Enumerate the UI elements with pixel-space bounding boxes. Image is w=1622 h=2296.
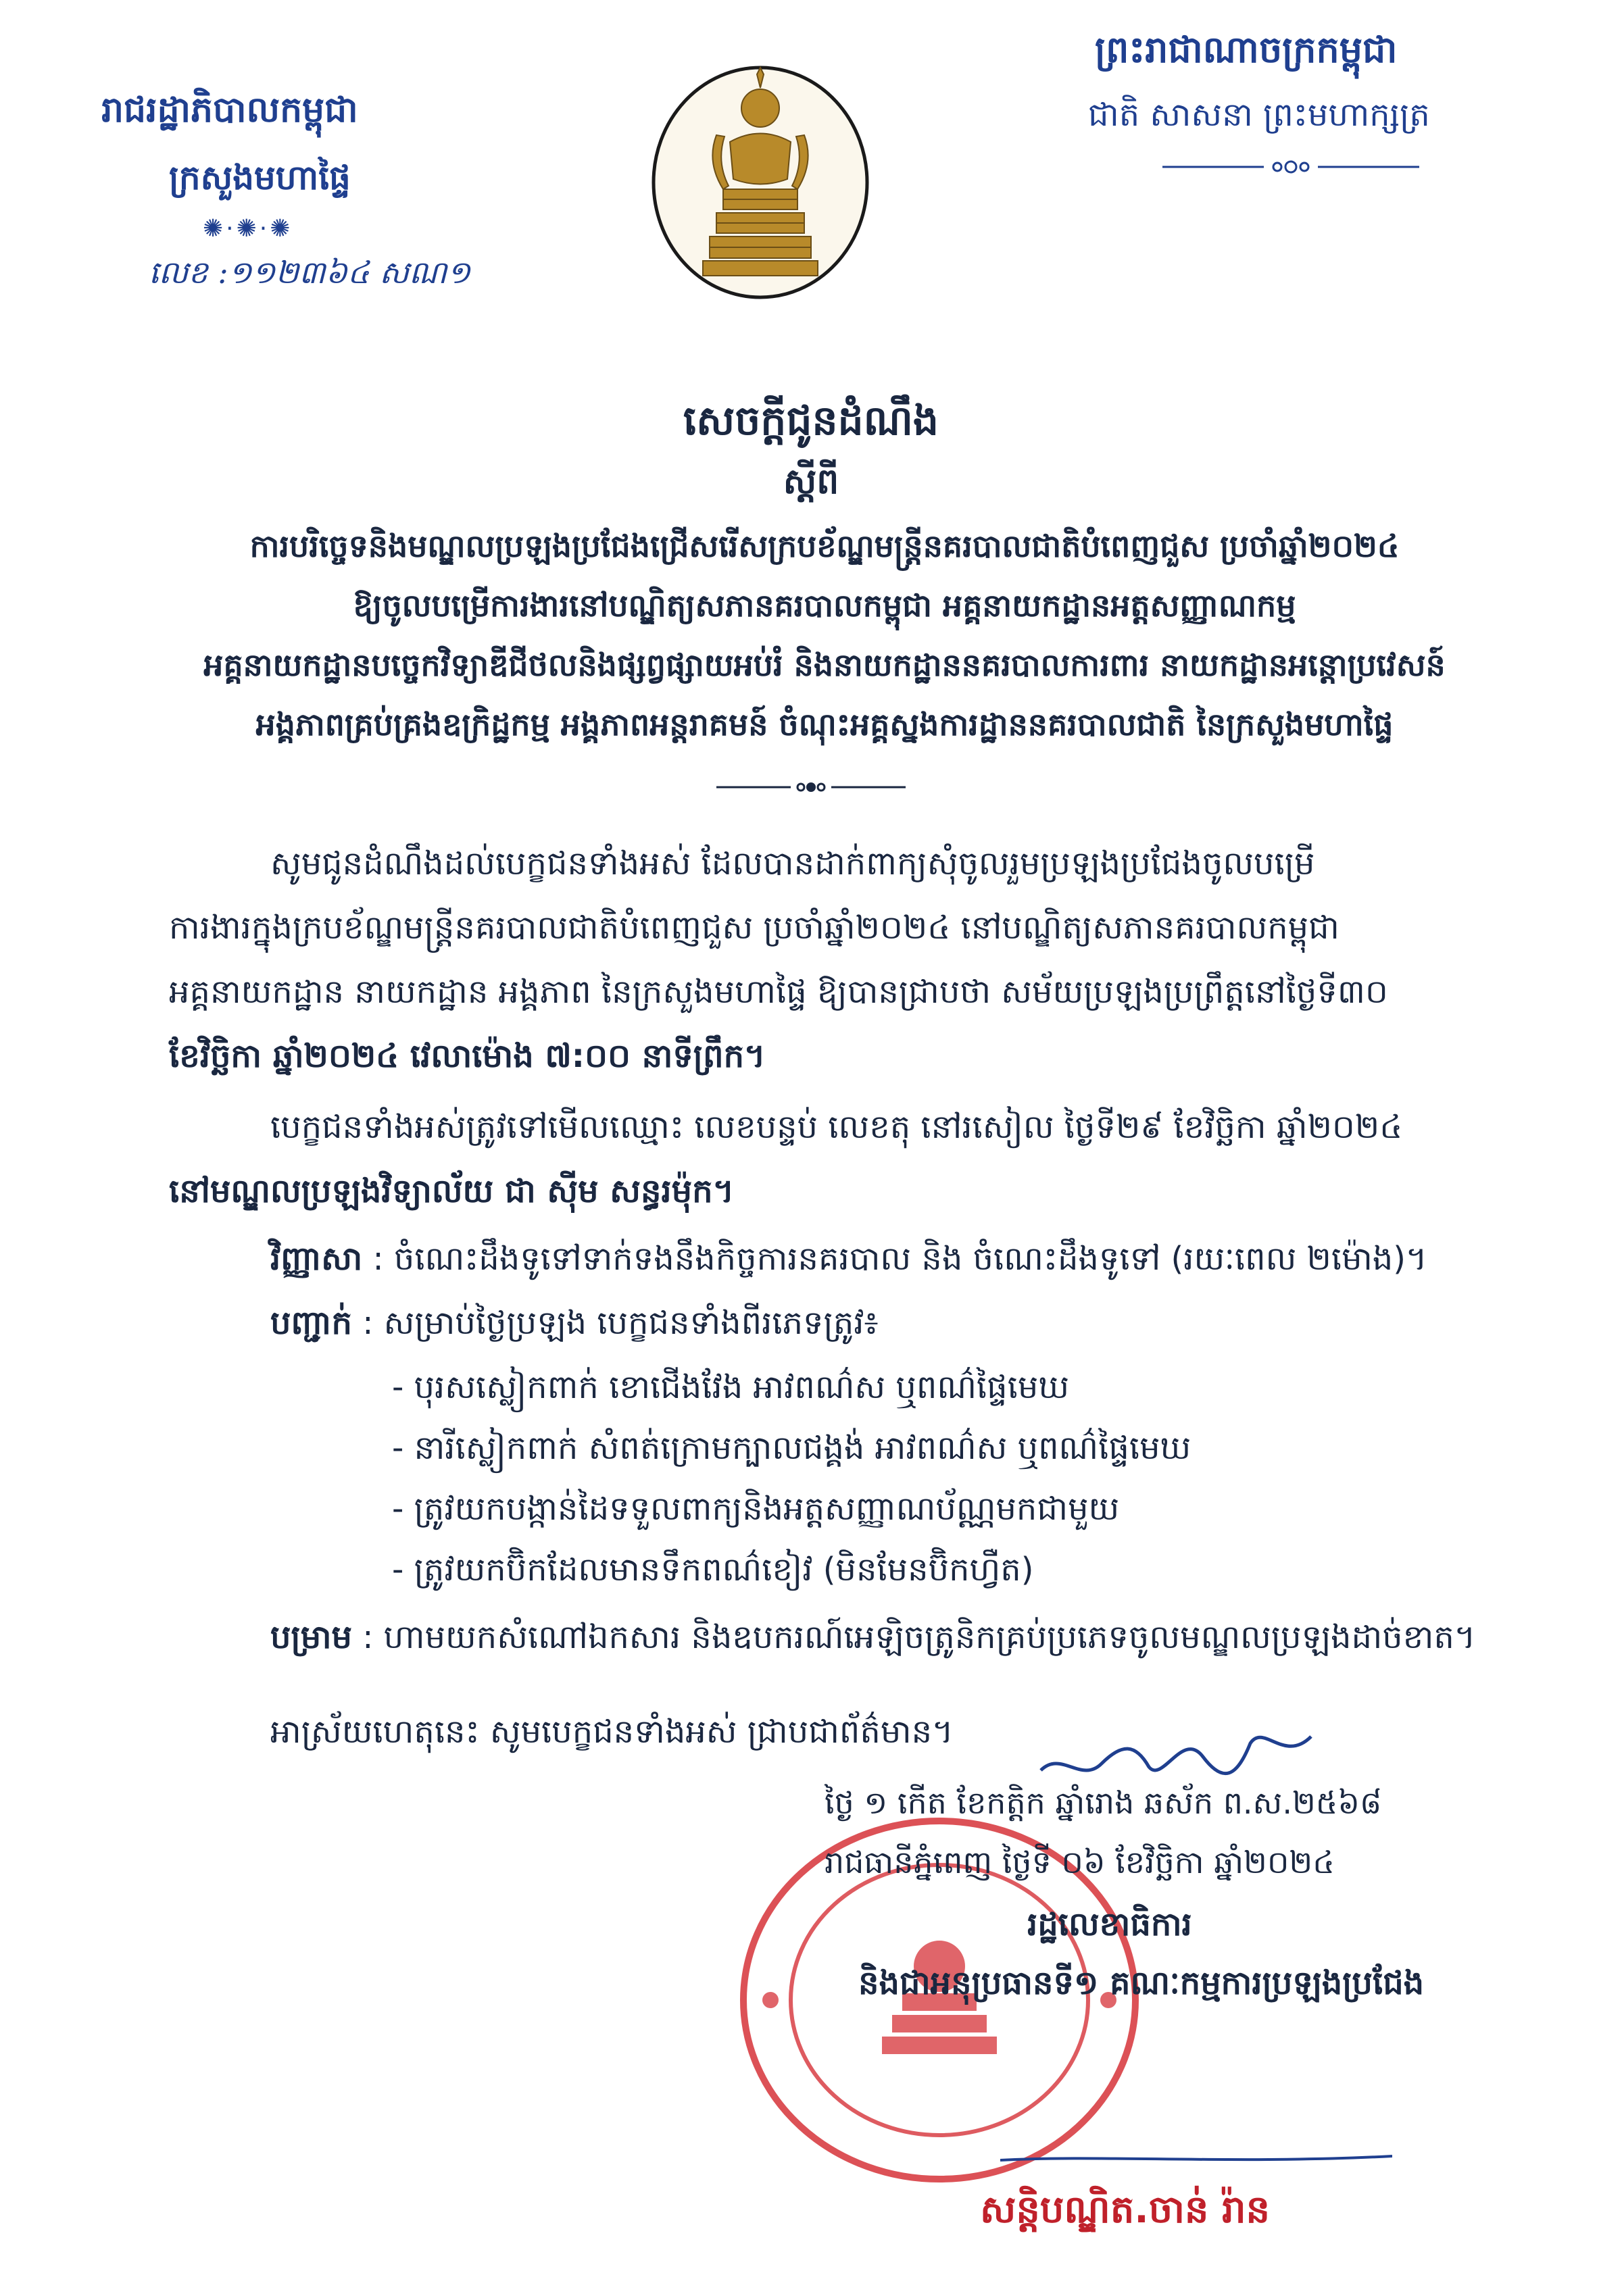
kingdom-name: ព្រះរាជាណាចក្រកម្ពុជា bbox=[1095, 28, 1398, 71]
title-line: អគ្គនាយកដ្ឋានបច្ចេកវិទ្យាឌីជីថលនិងផ្សព្វផ្សាយអប់រំ និងនាយកដ្ឋាននគរបាលការពារ នាយកដ្ឋានអន្តោប្រវេសន៍ bbox=[203, 647, 1446, 683]
title-line: ឱ្យចូលបម្រើការងារនៅបណ្ឌិត្យសភានគរបាលកម្ពុជា អគ្គនាយកដ្ឋានអត្តសញ្ញាណកម្ម bbox=[353, 587, 1296, 624]
body-line: សូមជូនដំណឹងដល់បេក្ខជនទាំងអស់ ដែលបានដាក់ពាក្យសុំចូលរួមប្រឡងប្រជែងចូលបម្រើ bbox=[270, 845, 1315, 882]
warning-label: បម្រាម bbox=[270, 1618, 352, 1656]
note-item: - ត្រូវយកប៊ិកដែលមានទឹកពណ៌ខៀវ (មិនមែនប៊ិកហ្វឺត) bbox=[392, 1551, 1034, 1589]
warning-row bbox=[270, 1618, 1475, 1657]
ministry-name: ក្រសួងមហាផ្ទៃ bbox=[169, 158, 351, 197]
note-row bbox=[270, 1304, 879, 1343]
notice-about: ស្តីពី bbox=[783, 461, 839, 502]
subject-label: វិញ្ញាសា bbox=[270, 1240, 363, 1278]
title-line: អង្គភាពគ្រប់គ្រងឧក្រិដ្ឋកម្ម អង្គភាពអន្តរាគមន៍ ចំណុះអគ្គស្នងការដ្ឋាននគរបាលជាតិ នៃក្រសួងមហាផ្ទៃ bbox=[255, 706, 1394, 743]
body-line: បេក្ខជនទាំងអស់ត្រូវទៅមើលឈ្មោះ លេខបន្ទប់ លេខតុ នៅរសៀល ថ្ងៃទី២៩ ខែវិច្ឆិកា ឆ្នាំ២០២៤ bbox=[270, 1108, 1403, 1146]
note-item: - បុរសស្លៀកពាក់ ខោជើងវែង អាវពណ៌ស ឬពណ៌ផ្ទៃមេឃ bbox=[392, 1368, 1070, 1406]
lunar-date: ថ្ងៃ ១ កើត ខែកត្តិក ឆ្នាំរោង ឆស័ក ព.ស.២៥៦៨ bbox=[825, 1785, 1382, 1821]
signatory-name: សន្តិបណ្ឌិត.ចាន់ រ៉ាន bbox=[980, 2188, 1271, 2232]
motto-ornament bbox=[1162, 157, 1419, 177]
body-line: ខែវិច្ឆិកា ឆ្នាំ២០២៤ វេលាម៉ោង ៧:០០ នាទីព្រឹក។ bbox=[169, 1037, 766, 1075]
body-line: អគ្គនាយកដ្ឋាន នាយកដ្ឋាន អង្គភាព នៃក្រសួងមហាផ្ទៃ ឱ្យបានជ្រាបថា សម័យប្រឡងប្រព្រឹត្តនៅថ្ងៃទី៣០ bbox=[169, 973, 1388, 1011]
signatory-position: រដ្ឋលេខាធិការ bbox=[1027, 1905, 1192, 1943]
title-line: ការបរិច្ចេទនិងមណ្ឌលប្រឡងប្រជែងជ្រើសរើសក្របខ័ណ្ឌមន្ត្រីនគរបាលជាតិបំពេញជួស ប្រចាំឆ្នាំ២០២៤ bbox=[249, 528, 1400, 564]
reference-number bbox=[149, 253, 470, 299]
signatory-role: និងជាអនុប្រធានទី១ គណៈកម្មការប្រឡងប្រជែង bbox=[858, 1964, 1425, 2002]
signature-underline bbox=[1000, 2152, 1392, 2166]
subject-row bbox=[270, 1240, 1427, 1279]
note-text: : សម្រាប់ថ្ងៃប្រឡង បេក្ខជនទាំងពីរភេទត្រូវ៖ bbox=[362, 1304, 879, 1342]
note-label: បញ្ជាក់ bbox=[270, 1304, 352, 1342]
note-item: - ត្រូវយកបង្កាន់ដៃទទួលពាក្យនិងអត្តសញ្ញាណប័ណ្ណមកជាមួយ bbox=[392, 1490, 1120, 1528]
ministry-emblem-icon bbox=[649, 61, 872, 304]
note-item: - នារីស្លៀកពាក់ សំពត់ក្រោមក្បាលជង្គង់ អាវពណ៌ស ឬពណ៌ផ្ទៃមេឃ bbox=[392, 1429, 1191, 1467]
body-line: នៅមណ្ឌលប្រឡងវិទ្យាល័យ ជា ស៊ីម សន្ធរម៉ុក។ bbox=[169, 1172, 735, 1210]
closing-line: អាស្រ័យហេតុនេះ សូមបេក្ខជនទាំងអស់ ជ្រាបជាព័ត៌មាន។ bbox=[270, 1713, 954, 1751]
subject-text: : ចំណេះដឹងទូទៅទាក់ទងនឹងកិច្ចការនគរបាល និង ចំណេះដឹងទូទៅ (រយៈពេល ២ម៉ោង)។ bbox=[372, 1240, 1427, 1278]
reference-label: លេខ bbox=[149, 254, 208, 291]
solar-date: រាជធានីភ្នំពេញ ថ្ងៃទី ០៦ ខែវិច្ឆិកា ឆ្នាំ២០២៤ bbox=[825, 1844, 1335, 1880]
title-ornament bbox=[716, 777, 906, 797]
government-name: រាជរដ្ឋាភិបាលកម្ពុជា bbox=[101, 90, 358, 130]
national-motto: ជាតិ សាសនា ព្រះមហាក្សត្រ bbox=[1088, 96, 1430, 134]
reference-value: :១១២៣៦៤ សណ១ bbox=[218, 254, 471, 291]
body-line: ការងារក្នុងក្របខ័ណ្ឌមន្ត្រីនគរបាលជាតិបំពេញជួស ប្រចាំឆ្នាំ២០២៤ នៅបណ្ឌិត្យសភានគរបាលកម្ពុជា bbox=[169, 909, 1340, 947]
handwritten-initials bbox=[1034, 1703, 1318, 1797]
notice-heading: សេចក្តីជូនដំណឹង bbox=[683, 397, 939, 445]
warning-text: : ហាមយកសំណៅឯកសារ និងឧបករណ៍អេឡិចត្រូនិកគ្រប់ប្រភេទចូលមណ្ឌលប្រឡងដាច់ខាត។ bbox=[362, 1618, 1476, 1656]
header-left-ornament: ✺·✺·✺ bbox=[203, 215, 293, 243]
